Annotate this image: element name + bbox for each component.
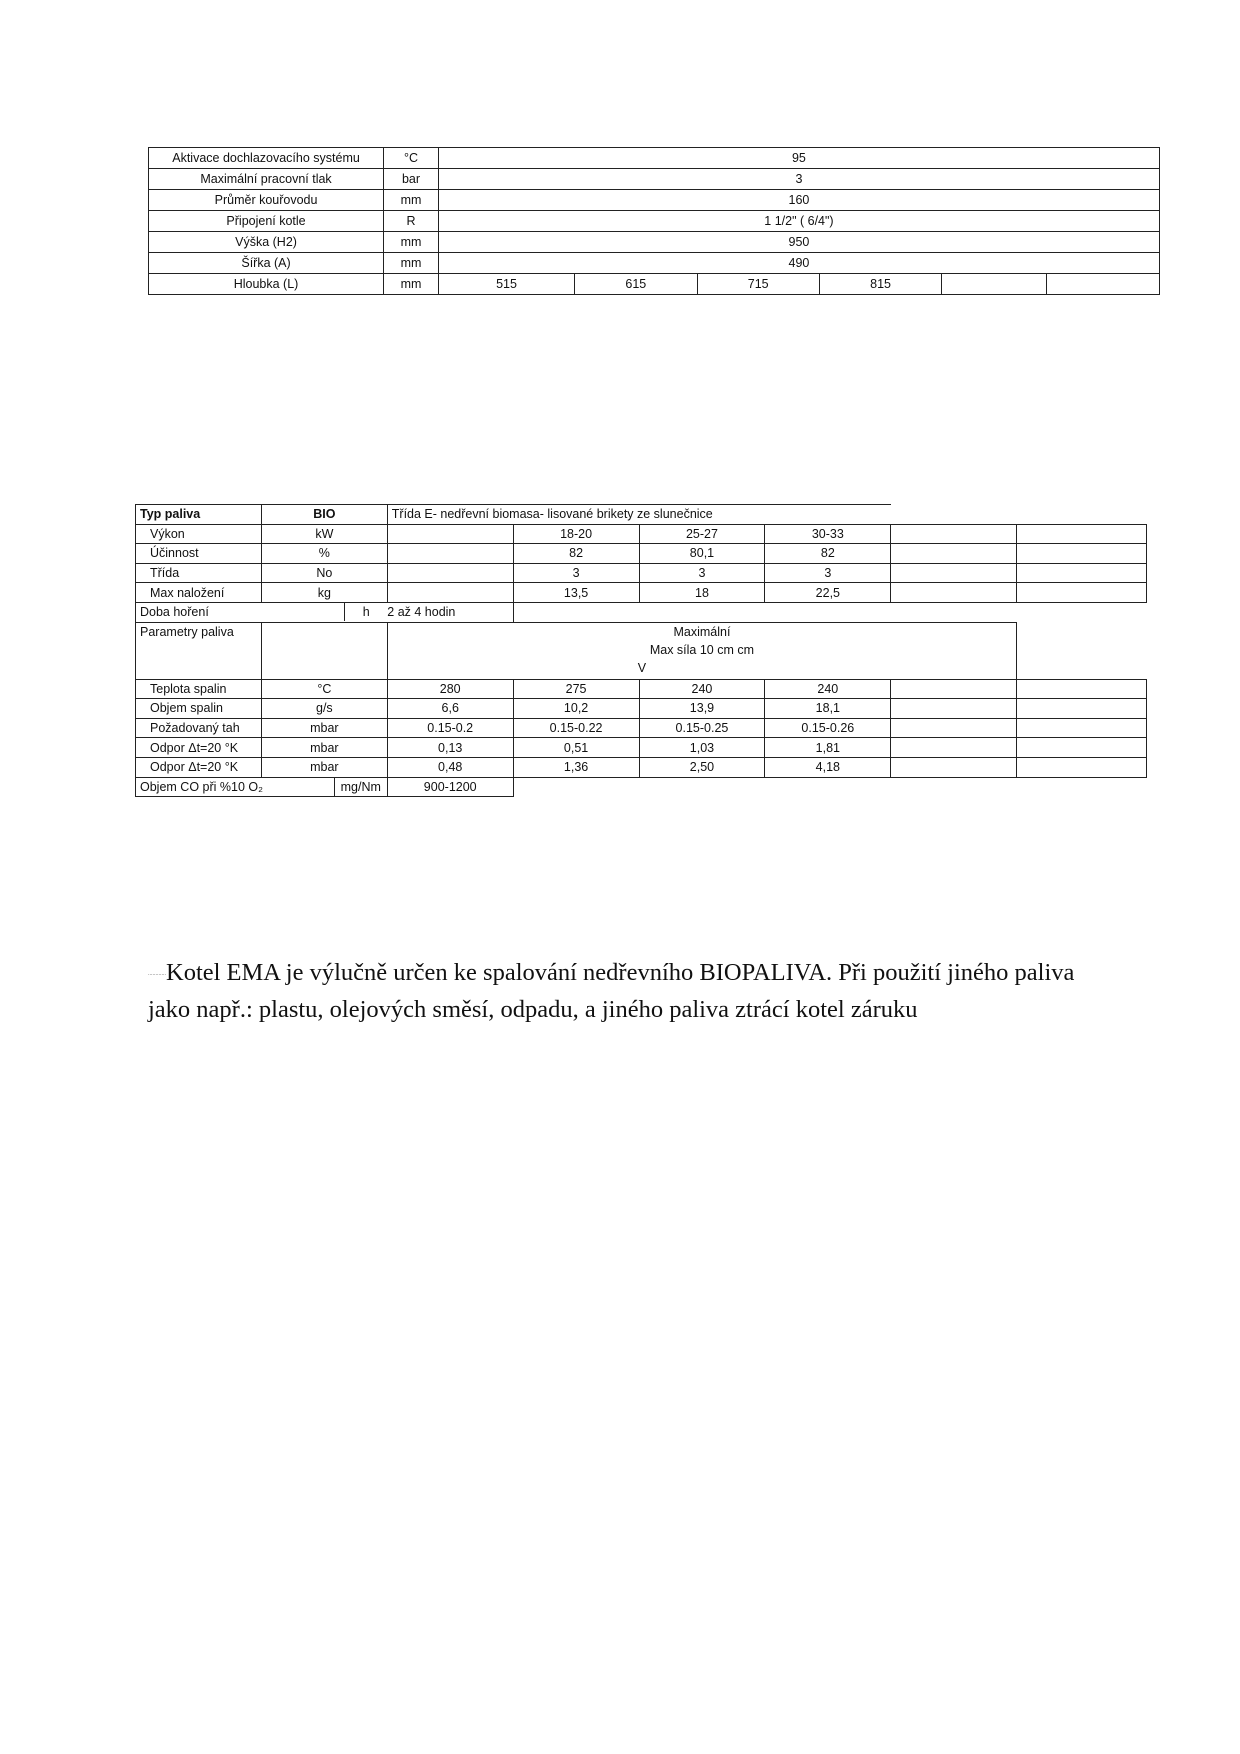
flue-row-value: 10,2 [513,699,639,719]
burn-time-label [136,602,388,622]
fuel-row-empty [891,563,1017,583]
fuel-row-value: 18-20 [513,524,639,544]
flue-row-empty [1017,699,1147,719]
fuel-parameters-table [135,504,1147,797]
spec-row [149,169,1160,190]
flue-row-value: 275 [513,679,639,699]
spec-unit: R [384,211,439,232]
flue-row-unit: mbar [261,757,387,777]
fuel-row-value: 25-27 [639,524,765,544]
note-line-1-text: Kotel EMA je výlučně určen ke spalování nedřevního BIOPALIVA. Při použití jiného paliva [166,959,1075,986]
spec-label: Průměr kouřovodu [149,190,384,211]
fuel-parameters-row [136,622,1147,679]
param-max-thickness: Max síla 10 cm cm [649,642,755,657]
flue-row-unit: °C [261,679,387,699]
fuel-row-unit: % [261,544,387,564]
warranty-note [148,955,1128,1027]
flue-row [136,738,1147,758]
spec-label: Připojení kotle [149,211,384,232]
fuel-row [136,524,1147,544]
spec-row-depth [149,274,1160,295]
fuel-row [136,563,1147,583]
flue-row-unit: g/s [261,699,387,719]
fuel-header-row [136,505,1147,525]
co-volume-value: 900-1200 [387,777,513,797]
flue-row-empty [1017,757,1147,777]
fuel-parameters-label: Parametry paliva [136,622,262,679]
flue-row-value: 0.15-0.26 [765,718,891,738]
fuel-row [136,544,1147,564]
flue-row-value: 6,6 [387,699,513,719]
flue-row-value: 0,48 [387,757,513,777]
fuel-row-empty [387,583,513,603]
depth-value: 715 [697,274,819,295]
spec-row [149,190,1160,211]
note-lead-dots: ............ [148,970,166,977]
fuel-row-label: Třída [136,563,262,583]
spec-unit: bar [384,169,439,190]
flue-row-value: 18,1 [765,699,891,719]
fuel-parameters-cell [387,622,1016,679]
fuel-row-unit: kW [261,524,387,544]
fuel-row-value: 3 [513,563,639,583]
spec-unit: mm [384,232,439,253]
flue-row [136,699,1147,719]
fuel-row-value: 18 [639,583,765,603]
flue-row-value: 0.15-0.2 [387,718,513,738]
flue-row-value: 2,50 [639,757,765,777]
spec-value: 95 [438,148,1159,169]
fuel-row [136,583,1147,603]
burn-time-unit: h [344,603,387,621]
flue-row-empty [1017,738,1147,758]
fuel-row-value: 13,5 [513,583,639,603]
fuel-type-label: Typ paliva [136,505,262,525]
flue-row [136,757,1147,777]
param-max-label: Maximální [673,624,731,639]
fuel-row-value: 3 [765,563,891,583]
spec-row [149,232,1160,253]
spec-value: 3 [438,169,1159,190]
spec-unit: mm [384,253,439,274]
spec-row [149,253,1160,274]
fuel-row-value: 82 [765,544,891,564]
spec-value: 490 [438,253,1159,274]
fuel-type-code: BIO [261,505,387,525]
fuel-row-empty [1017,563,1147,583]
spec-label: Výška (H2) [149,232,384,253]
fuel-row-empty [891,524,1017,544]
spec-value: 950 [438,232,1159,253]
flue-row-label: Odpor Δt=20 °K [136,738,262,758]
depth-label: Hloubka (L) [149,274,384,295]
fuel-row-empty [1017,524,1147,544]
fuel-row-empty [1017,583,1147,603]
flue-row-unit: mbar [261,718,387,738]
flue-row-value: 0,13 [387,738,513,758]
flue-row-empty [891,699,1017,719]
flue-row-empty [891,679,1017,699]
technical-spec-table [148,147,1160,295]
depth-unit: mm [384,274,439,295]
flue-row-value: 280 [387,679,513,699]
spec-row [149,148,1160,169]
burn-time-row [136,602,1147,622]
burn-time-label-text: Doba hoření [140,605,209,620]
spec-unit: °C [384,148,439,169]
fuel-row-value: 3 [639,563,765,583]
fuel-row-value: 80,1 [639,544,765,564]
flue-row-value: 0.15-0.25 [639,718,765,738]
fuel-row-value: 22,5 [765,583,891,603]
fuel-row-empty [387,524,513,544]
flue-row-value: 1,36 [513,757,639,777]
burn-time-value: 2 až 4 hodin [387,602,513,622]
flue-row-value: 13,9 [639,699,765,719]
flue-row-value: 0,51 [513,738,639,758]
depth-value: 815 [819,274,941,295]
flue-row-label: Požadovaný tah [136,718,262,738]
fuel-row-empty [1017,544,1147,564]
fuel-row-empty [891,544,1017,564]
fuel-row-empty [387,544,513,564]
flue-row-value: 240 [639,679,765,699]
flue-row-empty [891,738,1017,758]
flue-row-label: Odpor Δt=20 °K [136,757,262,777]
fuel-row-unit: kg [261,583,387,603]
flue-row-empty [891,757,1017,777]
fuel-row-label: Účinnost [136,544,262,564]
flue-row-label: Objem spalin [136,699,262,719]
flue-row [136,679,1147,699]
spec-label: Maximální pracovní tlak [149,169,384,190]
depth-empty-cell [942,274,1046,295]
fuel-row-unit: No [261,563,387,583]
param-v: V [637,660,647,675]
fuel-row-empty [387,563,513,583]
flue-row-empty [1017,718,1147,738]
flue-row-label: Teplota spalin [136,679,262,699]
spec-label: Aktivace dochlazovacího systému [149,148,384,169]
fuel-row-label: Max naložení [136,583,262,603]
co-volume-unit: mg/Nm [334,778,387,796]
spec-value: 160 [438,190,1159,211]
spec-label: Šířka (A) [149,253,384,274]
fuel-row-value: 82 [513,544,639,564]
fuel-row-value: 30-33 [765,524,891,544]
flue-row [136,718,1147,738]
note-line-2: jako např.: plastu, olejových směsí, odpadu, a jiného paliva ztrácí kotel záruku [148,995,918,1023]
co-volume-row [136,777,1147,797]
flue-row-value: 0.15-0.22 [513,718,639,738]
flue-row-empty [1017,679,1147,699]
spec-unit: mm [384,190,439,211]
flue-row-value: 1,03 [639,738,765,758]
flue-row-value: 4,18 [765,757,891,777]
fuel-class-description: Třída E- nedřevní biomasa- lisované brikety ze slunečnice [387,505,891,525]
fuel-row-label: Výkon [136,524,262,544]
depth-value: 515 [438,274,574,295]
spec-row [149,211,1160,232]
co-volume-label-text: Objem CO při %10 O₂ [140,779,263,794]
fuel-row-empty [891,583,1017,603]
flue-row-unit: mbar [261,738,387,758]
flue-row-empty [891,718,1017,738]
flue-row-value: 1,81 [765,738,891,758]
flue-row-value: 240 [765,679,891,699]
depth-empty-cell [1046,274,1159,295]
depth-value: 615 [575,274,697,295]
note-line-1 [148,955,1128,992]
spec-value: 1 1/2" ( 6/4") [438,211,1159,232]
co-volume-label [136,777,388,797]
